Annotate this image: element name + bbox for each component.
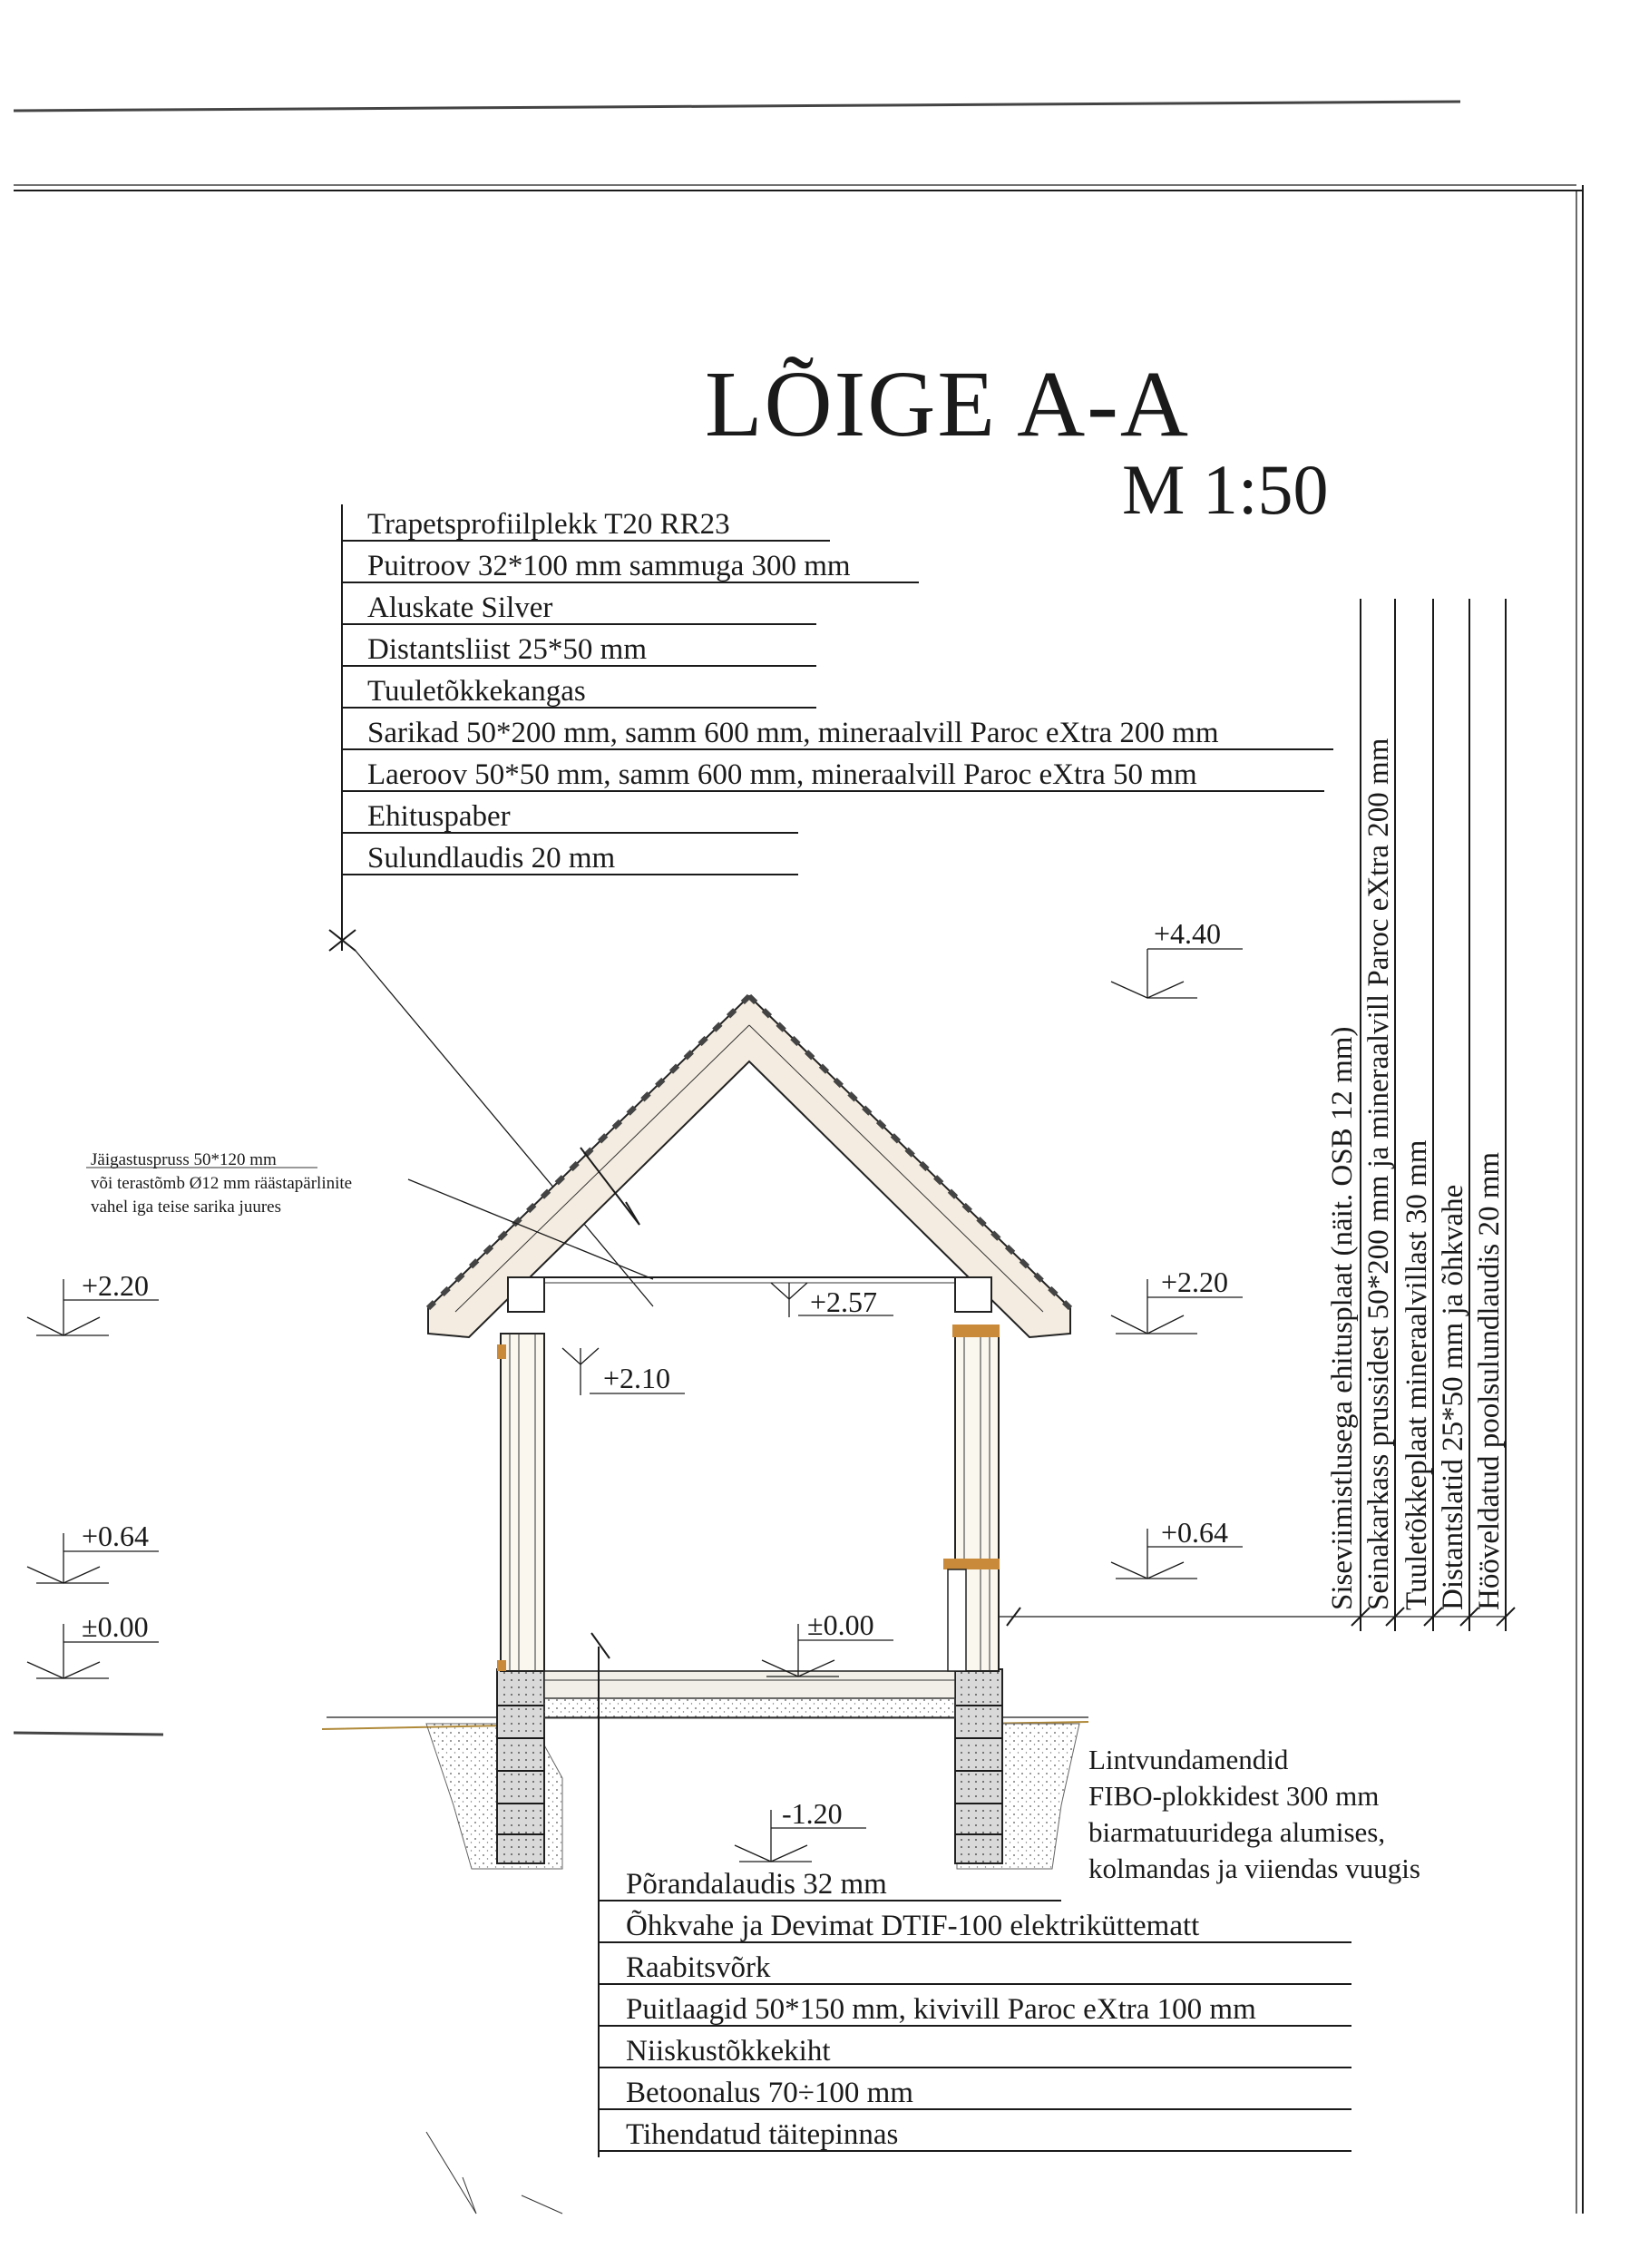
- level-eave-right: [1111, 1266, 1243, 1334]
- roof-layer-4: Distantsliist 25*50 mm: [367, 633, 648, 666]
- tie-note-line-3: vahel iga teise sarika juures: [91, 1198, 281, 1217]
- roof-layer-9: Sulundlaudis 20 mm: [367, 842, 616, 875]
- level-foundation-bottom-label: -1.20: [782, 1797, 843, 1830]
- floor-layer-4: Puitlaagid 50*150 mm, kivivill Paroc eXtra 100 mm: [626, 1993, 1256, 2026]
- foundation-note-line-1: Lintvundamendid: [1088, 1744, 1289, 1775]
- floor-layer-1: Põrandalaudis 32 mm: [626, 1868, 887, 1901]
- wall-layers-callout: [993, 599, 1515, 1631]
- roof-layers-callout: [329, 504, 1333, 1306]
- level-eave-right-label: +2.20: [1161, 1266, 1229, 1298]
- wall-layer-2: Seinakarkass prussidest 50*200 mm ja mineraalvill Paroc eXtra 200 mm: [1362, 738, 1395, 1610]
- wall-layer-4: Distantslatid 25*50 mm ja õhkvahe: [1437, 1184, 1469, 1610]
- wall-right: [943, 1325, 1000, 1671]
- floor-layer-2: Õhkvahe ja Devimat DTIF-100 elektriküttematt: [626, 1910, 1200, 1942]
- level-door-top-label: +2.10: [603, 1362, 671, 1394]
- roof-layer-3: Aluskate Silver: [367, 591, 553, 624]
- foundation-left: [497, 1669, 544, 1863]
- foundation-note: [1088, 1744, 1420, 1884]
- level-floor-center: [762, 1608, 893, 1677]
- wall-layer-3: Tuuletõkkeplaat mineraalvillast 30 mm: [1400, 1139, 1433, 1610]
- foundation-note-line-3: biarmatuuridega alumises,: [1088, 1816, 1386, 1848]
- roof: [428, 996, 1070, 1337]
- level-ridge-label: +4.40: [1154, 917, 1222, 950]
- level-floor-left: [27, 1610, 159, 1678]
- roof-layer-1: Trapetsprofiilplekk T20 RR23: [367, 508, 730, 541]
- level-ceiling-label: +2.57: [810, 1286, 878, 1318]
- tie-note-line-2: või terastõmb Ø12 mm räästapärlinite: [91, 1174, 353, 1193]
- floor-layer-7: Tihendatud täitepinnas: [626, 2118, 899, 2151]
- floor-layer-5: Niiskustõkkekiht: [626, 2035, 831, 2068]
- level-sill-right: [1111, 1516, 1243, 1579]
- level-sill-right-label: +0.64: [1161, 1516, 1229, 1549]
- level-floor-center-label: ±0.00: [807, 1608, 874, 1641]
- floor-layer-3: Raabitsvõrk: [626, 1951, 771, 1984]
- foundation-note-line-4: kolmandas ja viiendas vuugis: [1088, 1853, 1420, 1884]
- wall-layer-1: Siseviimistlusega ehitusplaat (näit. OSB 12 mm): [1326, 1026, 1359, 1610]
- level-ridge: [1111, 917, 1243, 998]
- level-eave-left-label: +2.20: [82, 1269, 150, 1302]
- roof-layer-7: Laeroov 50*50 mm, samm 600 mm, mineraalvill Paroc eXtra 50 mm: [367, 758, 1197, 791]
- drawing-title: LÕIGE A-A: [705, 352, 1191, 456]
- wall-left: [497, 1334, 544, 1671]
- level-door-top: [562, 1348, 685, 1395]
- tie-note-line-1: Jäigastuspruss 50*120 mm: [91, 1150, 277, 1169]
- level-sill-left: [27, 1520, 159, 1583]
- level-markers: [27, 917, 1243, 1862]
- tie-note: [86, 1150, 352, 1217]
- foundation-right: [955, 1669, 1002, 1863]
- wall-layer-5: Hööveldatud poolsulundlaudis 20 mm: [1473, 1151, 1506, 1610]
- roof-layer-5: Tuuletõkkekangas: [367, 675, 586, 708]
- foundation-note-line-2: FIBO-plokkidest 300 mm: [1088, 1780, 1380, 1812]
- level-foundation-bottom: [735, 1797, 866, 1862]
- level-eave-left: [27, 1269, 159, 1335]
- floor-layer-6: Betoonalus 70÷100 mm: [626, 2077, 913, 2109]
- roof-layer-6: Sarikad 50*200 mm, samm 600 mm, mineraalvill Paroc eXtra 200 mm: [367, 717, 1219, 749]
- level-ceiling: [771, 1283, 893, 1318]
- drawing-scale: M 1:50: [1122, 450, 1329, 529]
- house-section: [327, 996, 1088, 1869]
- roof-layer-2: Puitroov 32*100 mm sammuga 300 mm: [367, 550, 851, 582]
- roof-layer-8: Ehituspaber: [367, 800, 511, 833]
- level-sill-left-label: +0.64: [82, 1520, 150, 1552]
- level-floor-left-label: ±0.00: [82, 1610, 149, 1643]
